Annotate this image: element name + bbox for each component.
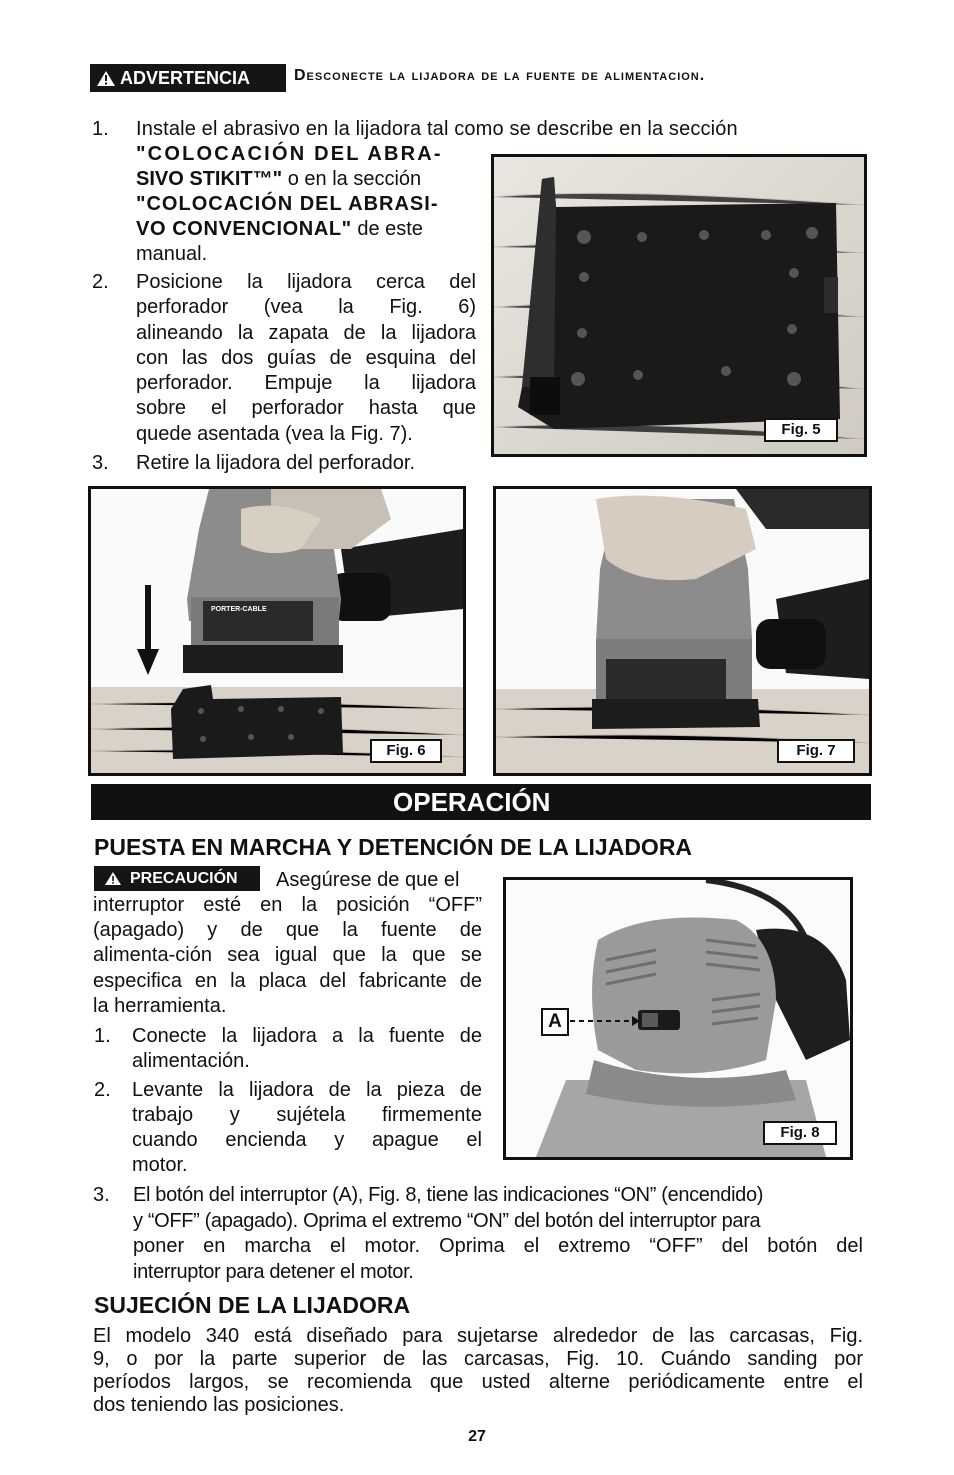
caution-badge [94,866,260,891]
start-step-line: interruptor para detener el motor. [133,1260,414,1283]
start-step-line: motor. [132,1154,188,1176]
start-stop-heading: PUESTA EN MARCHA Y DETENCIÓN DE LA LIJADORA [94,834,693,860]
start-step-3-text [133,1183,863,1285]
section-title: OPERACIÓN [393,787,551,817]
step-1-tail: de este [351,218,423,240]
holding-text [93,1325,863,1417]
step-2-line: alineando la zapata de la lijadora [136,321,476,344]
caution-line: interruptor esté en la posición “OFF” [93,894,482,916]
figure-7 [493,486,872,776]
warning-triangle-icon [104,871,122,886]
step-2-line: con las dos guías de esquina del [136,346,476,369]
step-2-line: Posicione la lijadora cerca del [136,271,476,293]
step-number: 2. [94,1079,111,1101]
caution-line: la herramienta. [93,994,227,1017]
warning-badge-label: ADVERTENCIA [120,68,251,88]
start-step-line: alimentación. [132,1050,250,1072]
step-1-bold-2: "COLOCACIÓN DEL ABRASI- [136,193,439,215]
caution-text [93,893,482,1019]
step-3-text: Retire la lijadora del perforador. [136,452,416,474]
warning-text: Desconecte la lijadora de la fuente de alimentacion. [294,67,706,84]
sander-on-plate-illustration [496,489,869,773]
sander-above-plate-illustration [91,489,463,773]
page-number: 27 [468,1428,486,1445]
start-step-line: poner en marcha el motor. Oprima el extremo “OFF” del botón del [133,1235,863,1257]
start-step-2-text [132,1078,482,1178]
holding-heading: SUJECIÓN DE LA LIJADORA [94,1292,411,1318]
step-2-text [136,270,476,447]
step-2-line: sobre el perforador hasta que [136,397,476,420]
step-number: 3. [92,452,109,474]
caution-badge-label: PRECAUCIÓN [130,870,238,887]
step-1-line-1: Instale el abrasivo en la lijadora tal como se describe en la sección [136,118,738,140]
step-1-continued [136,142,476,267]
figure-7-label: Fig. 7 [777,739,855,763]
start-step-line: Conecte la lijadora a la fuente de [132,1025,482,1047]
figure-brand-label: PORTER-CABLE [211,606,267,613]
start-step-line: cuando encienda y apague el [132,1129,482,1151]
holding-line: dos teniendo las posiciones. [93,1394,345,1416]
start-step-line: trabajo y sujétela firmemente [132,1104,482,1126]
figure-5 [491,154,867,457]
caution-line: alimenta-ción sea igual que la que se [93,944,482,967]
step-number: 3. [93,1184,110,1206]
step-2-line: perforador. Empuje la lijadora [136,372,476,395]
start-step-1-text [132,1024,482,1074]
step-1-bold-1: "COLOCACIÓN DEL ABRA- [136,143,443,165]
warning-badge [90,64,286,92]
holding-line: 9, o por la parte superior de las carcasas, Fig. 10. Cuándo sanding por [93,1348,863,1370]
start-step-line: El botón del interruptor (A), Fig. 8, tiene las indicaciones “ON” (encendido) [133,1184,764,1206]
step-2-line: quede asentada (vea la Fig. 7). [136,422,413,445]
section-title-bar [91,784,871,820]
punch-plate-illustration [494,157,864,454]
warning-row [90,64,880,92]
figure-8-label: Fig. 8 [763,1121,837,1145]
start-step-line: y “OFF” (apagado). Oprima el extremo “ON” del botón del interruptor para [133,1209,761,1232]
holding-line: El modelo 340 está diseñado para sujetarse alrededor de las carcasas, Fig. [93,1325,863,1347]
step-1-mid: o en la sección [282,168,422,190]
caution-line-1: Asegúrese de que el [276,869,460,891]
step-number: 2. [92,271,109,293]
figure-6-label: Fig. 6 [370,739,442,763]
step-number: 1. [92,118,109,140]
figure-6 [88,486,466,776]
start-step-line: Levante la lijadora de la pieza de [132,1079,482,1101]
step-2-line: perforador (vea la Fig. 6) [136,296,476,319]
step-1-tail-2: manual. [136,243,208,265]
caution-line: (apagado) y de que la fuente de [93,919,482,942]
step-1-bold-1b: SIVO STIKIT™" [136,168,283,190]
holding-line: períodos largos, se recomienda que usted alterne periódicamente entre el [93,1371,863,1393]
figure-5-label: Fig. 5 [764,418,838,442]
warning-triangle-icon [96,70,116,87]
caution-line: especifica en la placa del fabricante de [93,969,482,992]
figure-8 [503,877,853,1160]
step-1-bold-2b: VO CONVENCIONAL" [136,218,352,240]
figure-8-callout-a: A [541,1008,569,1036]
step-number: 1. [94,1025,111,1047]
